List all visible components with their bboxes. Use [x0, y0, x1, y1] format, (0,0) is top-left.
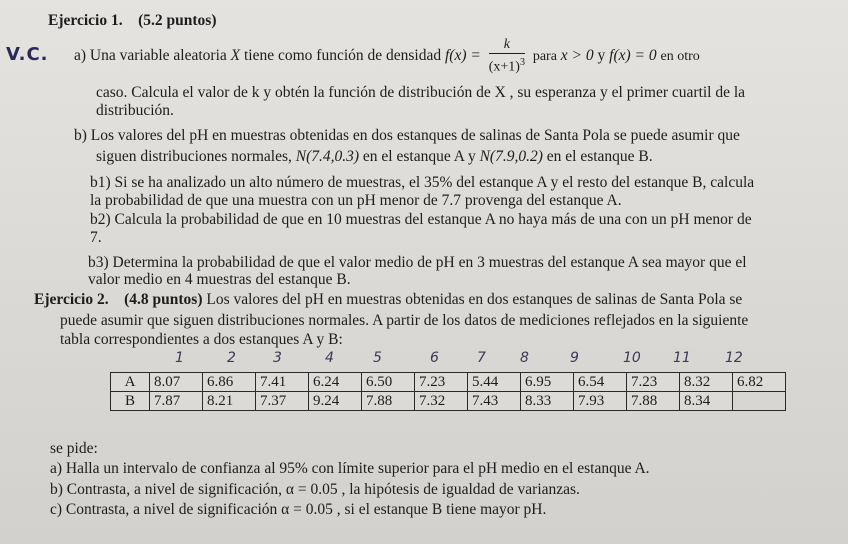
- table-cell: 7.43: [468, 392, 521, 411]
- handwritten-number: 7: [477, 350, 486, 366]
- table-cell: 6.50: [362, 373, 415, 392]
- table-cell: 6.82: [733, 373, 786, 392]
- table-cell: 8.07: [150, 373, 203, 392]
- se-pide: se pide:: [50, 440, 98, 457]
- ex1-cond2: f(x) = 0: [609, 47, 657, 64]
- row-label: A: [111, 373, 150, 392]
- ex1-b1-line1: b1) Si se ha analizado un alto número de muestras, el 35% del estanque A y el resto del estanque B, calcula: [90, 174, 755, 191]
- table-cell: 7.93: [574, 392, 627, 411]
- table-cell: 7.41: [256, 373, 309, 392]
- table-cell: 8.33: [521, 392, 574, 411]
- table-cell: 7.37: [256, 392, 309, 411]
- ex2-line3: tabla correspondientes a dos estanques A y B:: [60, 331, 343, 348]
- ex1-b3-line2: valor medio en 4 muestras del estanque B.: [88, 271, 351, 288]
- ph-data-table: [110, 372, 786, 411]
- dist-a: N(7.4,0.3): [295, 148, 360, 165]
- handwritten-number: 5: [373, 350, 382, 366]
- ex1-b2-line1: b2) Calcula la probabilidad de que en 10 muestras del estanque A no haya más de una con un pH menor de: [90, 211, 752, 228]
- ex1-title: Ejercicio 1.: [48, 12, 123, 29]
- table-cell: 7.23: [627, 373, 680, 392]
- table-cell: 8.21: [203, 392, 256, 411]
- table-cell: 5.44: [468, 373, 521, 392]
- handwritten-column-numbers: [155, 350, 775, 370]
- ex1-header: [48, 12, 217, 30]
- table-cell: [733, 392, 786, 411]
- dist-b: N(7.9,0.2): [479, 148, 543, 165]
- ex1-a-text1: a) Una variable aleatoria: [74, 47, 227, 64]
- handwritten-number: 8: [520, 350, 529, 366]
- table-cell: 8.34: [680, 392, 733, 411]
- handwritten-number: 11: [673, 350, 691, 366]
- ex1-points: (5.2 puntos): [138, 12, 217, 29]
- ex1-b3-line1: b3) Determina la probabilidad de que el valor medio de pH en 3 muestras del estanque A sea mayor que el: [88, 254, 747, 271]
- table-cell: 9.24: [309, 392, 362, 411]
- table-cell: 6.86: [203, 373, 256, 392]
- table-cell: 8.32: [680, 373, 733, 392]
- density-fraction: [489, 37, 525, 76]
- ex1-a-line2: caso. Calcula el valor de k y obtén la función de distribución de X , su esperanza y el primer cuartil de la: [96, 84, 746, 101]
- ex2-text1: Los valores del pH en muestras obtenidas en dos estanques de salinas de Santa Pola se: [206, 291, 743, 308]
- table-cell: 6.24: [309, 373, 362, 392]
- ex1-a-var: X: [230, 47, 241, 64]
- table-cell: 7.87: [150, 392, 203, 411]
- ex1-b-text1: siguen distribuciones normales,: [96, 148, 292, 165]
- fraction-exponent: 3: [519, 57, 525, 69]
- ex1-b-line2: [96, 148, 653, 166]
- ex2-line2: puede asumir que siguen distribuciones normales. A partir de los datos de mediciones reflejados en la siguiente: [60, 312, 749, 329]
- table-cell: 6.95: [521, 373, 574, 392]
- ex1-a-text5: en otro: [660, 49, 700, 64]
- table-row: [111, 392, 786, 411]
- ex1-a-text2: tiene como función de densidad: [243, 47, 442, 64]
- table-cell: 7.88: [627, 392, 680, 411]
- ex1-f-lhs: f(x) =: [445, 47, 481, 64]
- ex2-title: Ejercicio 2.: [34, 291, 109, 308]
- ex2-points: (4.8 puntos): [124, 291, 203, 308]
- fraction-den-base: (x+1): [488, 59, 520, 75]
- handwritten-number: 10: [623, 350, 641, 366]
- handwritten-number: 3: [273, 350, 282, 366]
- handwritten-number: 6: [430, 350, 439, 366]
- ex1-cond1: x > 0: [560, 47, 594, 64]
- row-label: B: [111, 392, 150, 411]
- fraction-numerator: k: [489, 37, 525, 54]
- ex2-question-b: b) Contrasta, a nivel de significación, α = 0.05 , la hipótesis de igualdad de varianzas.: [50, 481, 580, 498]
- handwritten-number: 12: [725, 350, 743, 366]
- table-cell: 7.23: [415, 373, 468, 392]
- ex2-line1: [34, 291, 742, 309]
- ex1-b2-line2: 7.: [90, 229, 102, 246]
- fraction-denominator: [489, 54, 525, 76]
- table-row: [111, 373, 786, 392]
- ex1-b-text3: en el estanque B.: [546, 148, 653, 165]
- ex1-b-line1: b) Los valores del pH en muestras obtenidas en dos estanques de salinas de Santa Pola se puede asumir que: [74, 127, 740, 144]
- ex1-a-text4: y: [597, 47, 606, 64]
- table-cell: 7.88: [362, 392, 415, 411]
- ex1-a-text3: para: [532, 49, 557, 64]
- table-cell: 7.32: [415, 392, 468, 411]
- handwritten-number: 1: [175, 350, 184, 366]
- ex1-a-line1: [74, 36, 700, 77]
- handwritten-number: 4: [325, 350, 334, 366]
- handwritten-number: 9: [570, 350, 579, 366]
- ex2-question-a: a) Halla un intervalo de confianza al 95% con límite superior para el pH medio en el estanque A.: [50, 460, 650, 477]
- handwritten-number: 2: [227, 350, 236, 366]
- ex1-b-text2: en el estanque A y: [362, 148, 476, 165]
- ex1-b1-line2: la probabilidad de que una muestra con un pH menor de 7.7 provenga del estanque A.: [90, 192, 622, 209]
- table-cell: 6.54: [574, 373, 627, 392]
- ex1-a-line3: distribución.: [96, 102, 174, 119]
- ex2-question-c: c) Contrasta, a nivel de significación α = 0.05 , si el estanque B tiene mayor pH.: [50, 501, 547, 518]
- handwritten-mark: V.C.: [6, 44, 49, 65]
